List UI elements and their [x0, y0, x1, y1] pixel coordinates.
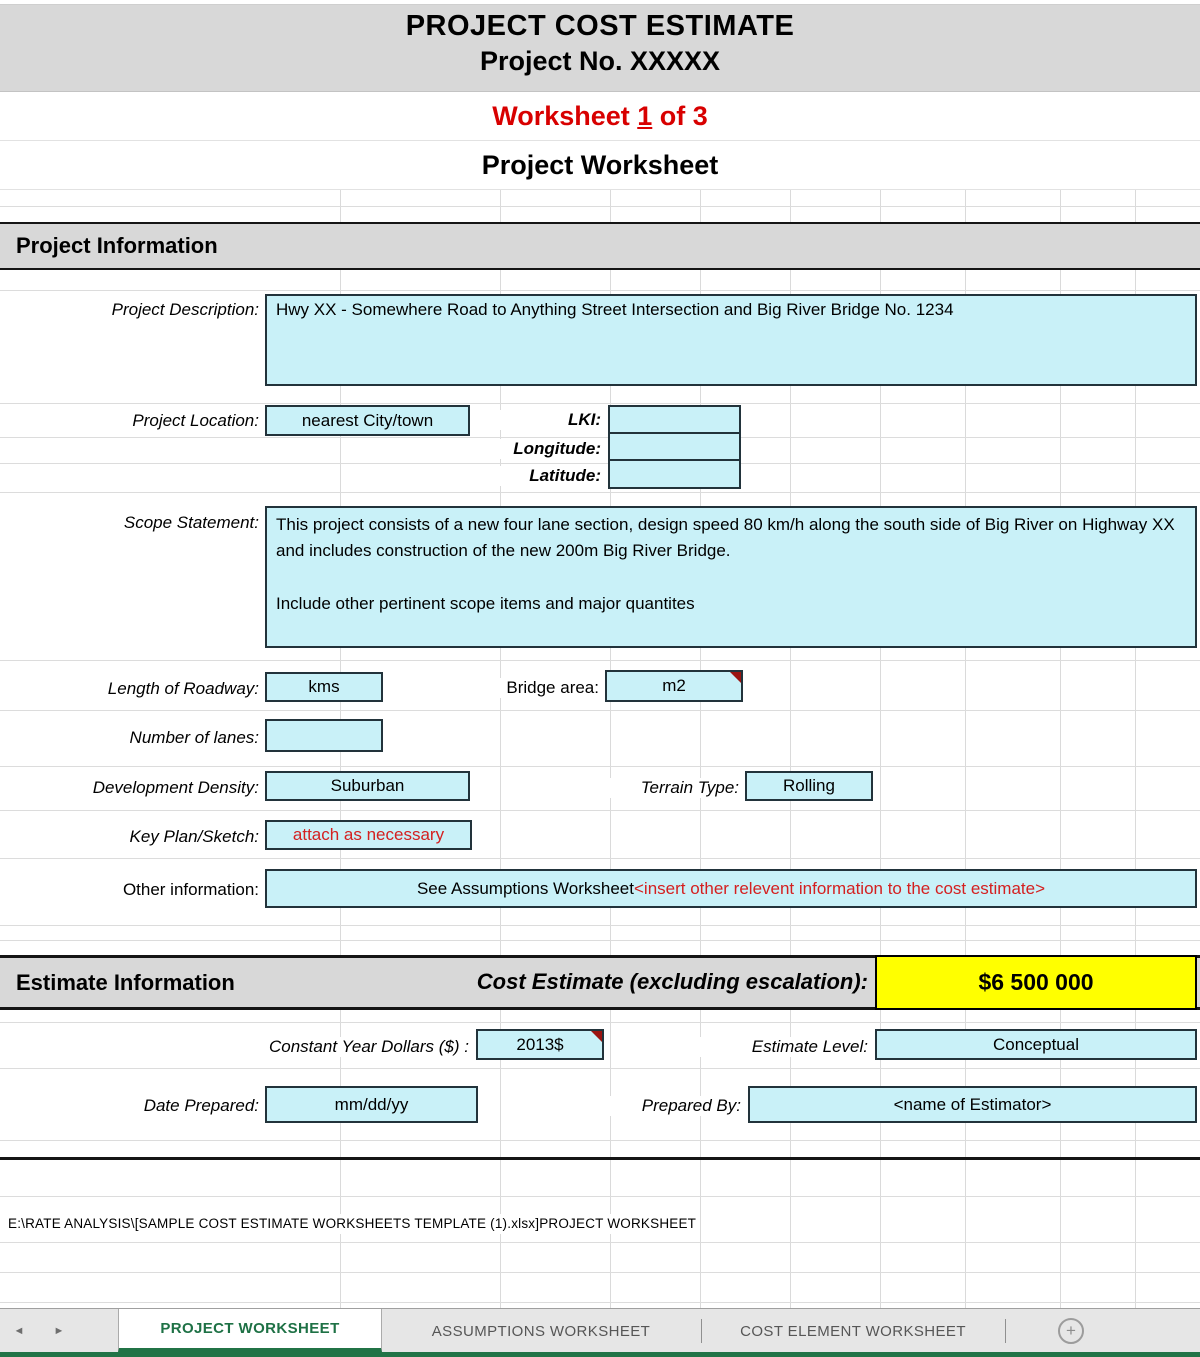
gridline-horizontal [0, 1272, 1200, 1273]
gridline-horizontal [0, 1022, 1200, 1023]
cost-estimate-value-cell[interactable]: $6 500 000 [875, 955, 1197, 1010]
gridline-horizontal [0, 1068, 1200, 1069]
estimate-level-cell[interactable]: Conceptual [875, 1029, 1197, 1060]
scope-paragraph-2: Include other pertinent scope items and major quantites [276, 593, 695, 613]
constant-year-dollars-label: Constant Year Dollars ($) : [180, 1037, 470, 1057]
worksheet-counter-suffix: of 3 [652, 101, 708, 131]
report-header-band [0, 4, 1200, 92]
number-of-lanes-cell[interactable] [265, 719, 383, 752]
project-location-label: Project Location: [0, 411, 260, 431]
project-description-cell[interactable]: Hwy XX - Somewhere Road to Anything Street Intersection and Big River Bridge No. 1234 [265, 294, 1197, 386]
other-information-label: Other information: [0, 880, 260, 900]
project-information-band [0, 222, 1200, 270]
tab-cost-element-worksheet[interactable]: COST ELEMENT WORKSHEET [740, 1322, 966, 1340]
gridline-horizontal [0, 290, 1200, 291]
scope-statement-label: Scope Statement: [0, 513, 260, 533]
date-prepared-cell[interactable]: mm/dd/yy [265, 1086, 478, 1123]
tab-scroll-left-icon[interactable]: ◄ [13, 1325, 25, 1337]
other-information-text: See Assumptions Worksheet [416, 878, 634, 898]
tab-assumptions-worksheet[interactable]: ASSUMPTIONS WORKSHEET [431, 1322, 651, 1340]
sheet-title: Project Worksheet [0, 141, 1200, 190]
gridline-horizontal [0, 810, 1200, 811]
tab-project-worksheet[interactable]: PROJECT WORKSHEET [118, 1309, 382, 1352]
estimate-information-title: Estimate Information [16, 969, 235, 995]
development-density-label: Development Density: [0, 778, 260, 798]
gridline-horizontal [0, 437, 1200, 438]
comment-indicator-icon [591, 1031, 602, 1042]
number-of-lanes-label: Number of lanes: [0, 728, 260, 748]
gridline-horizontal [0, 1140, 1200, 1141]
tab-scroll-right-icon[interactable]: ► [53, 1325, 65, 1337]
constant-year-dollars-cell[interactable] [476, 1029, 604, 1060]
cost-estimate-label: Cost Estimate (excluding escalation): [476, 969, 868, 994]
bridge-area-cell[interactable] [605, 670, 743, 702]
length-of-roadway-cell[interactable]: kms [265, 672, 383, 702]
project-number: Project No. XXXXX [479, 46, 721, 76]
add-sheet-button[interactable]: + [1058, 1318, 1084, 1344]
estimate-level-label: Estimate Level: [660, 1037, 869, 1057]
key-plan-cell[interactable]: attach as necessary [265, 820, 472, 850]
development-density-cell[interactable]: Suburban [265, 771, 470, 801]
worksheet-counter-prefix: Worksheet [492, 101, 638, 131]
project-description-label: Project Description: [0, 300, 260, 320]
latitude-cell[interactable] [608, 459, 741, 489]
gridline-horizontal [0, 660, 1200, 661]
length-of-roadway-label: Length of Roadway: [0, 679, 260, 699]
status-bar-strip [0, 1352, 1200, 1357]
gridline-horizontal [0, 206, 1200, 207]
bridge-area-value: m2 [662, 676, 686, 695]
gridline-horizontal [0, 925, 1200, 926]
gridline-horizontal [0, 1242, 1200, 1243]
gridline-horizontal [0, 766, 1200, 767]
scope-paragraph-1: This project consists of a new four lane section, design speed 80 km/h along the south side of Big River on Highway XX and includes construction of the new 200m Big River Bridge. [276, 515, 1175, 561]
gridline-horizontal [0, 1196, 1200, 1197]
sheet-tab-bar [0, 1308, 1200, 1352]
comment-indicator-icon [730, 672, 741, 683]
section-divider [0, 1157, 1200, 1160]
lki-cell[interactable] [608, 405, 741, 434]
worksheet-counter-number: 1 [637, 101, 653, 131]
gridline-horizontal [0, 403, 1200, 404]
constant-year-dollars-value: 2013$ [516, 1034, 564, 1054]
gridline-horizontal [0, 940, 1200, 941]
gridline-horizontal [0, 463, 1200, 464]
key-plan-label: Key Plan/Sketch: [0, 827, 260, 847]
longitude-label: Longitude: [440, 439, 602, 459]
project-information-title: Project Information [16, 233, 218, 258]
other-information-placeholder: <insert other relevent information to the cost estimate> [633, 878, 1046, 898]
bridge-area-label: Bridge area: [420, 678, 600, 698]
file-path-footer: E:\RATE ANALYSIS\[SAMPLE COST ESTIMATE WORKSHEETS TEMPLATE (1).xlsx]PROJECT WORKSHEET [4, 1214, 700, 1234]
terrain-type-cell[interactable]: Rolling [745, 771, 873, 801]
project-location-cell[interactable]: nearest City/town [265, 405, 470, 436]
prepared-by-cell[interactable]: <name of Estimator> [748, 1086, 1197, 1123]
worksheet-counter [0, 93, 1200, 141]
scope-statement-cell[interactable] [265, 506, 1197, 648]
lki-label: LKI: [440, 410, 602, 430]
gridline-horizontal [0, 1302, 1200, 1303]
latitude-label: Latitude: [440, 466, 602, 486]
page-title: PROJECT COST ESTIMATE [405, 10, 795, 42]
prepared-by-label: Prepared By: [560, 1096, 742, 1116]
gridline-horizontal [0, 858, 1200, 859]
gridline-horizontal [0, 710, 1200, 711]
other-information-cell[interactable] [265, 869, 1197, 908]
scope-blank-line [276, 565, 1186, 591]
gridline-horizontal [0, 492, 1200, 493]
longitude-cell[interactable] [608, 432, 741, 461]
tab-separator [1005, 1319, 1006, 1343]
terrain-type-label: Terrain Type: [560, 778, 740, 798]
date-prepared-label: Date Prepared: [0, 1096, 260, 1116]
